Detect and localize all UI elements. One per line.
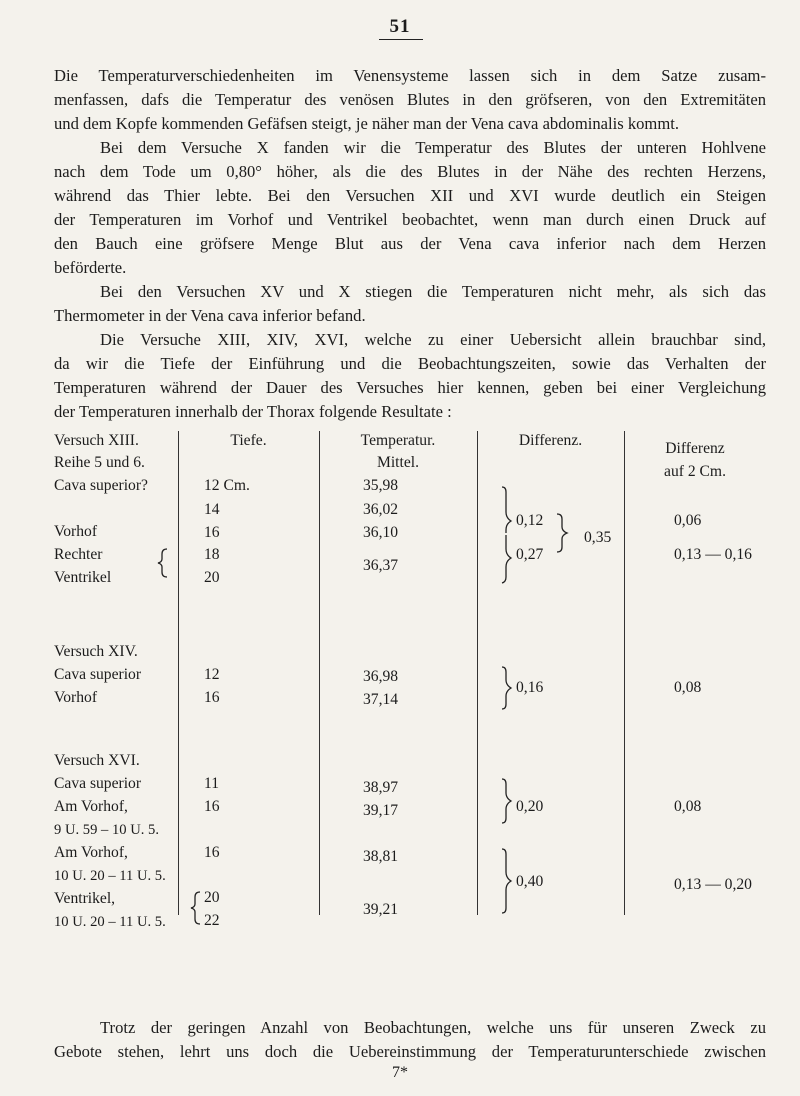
tiefe-value: 16	[204, 689, 220, 706]
signature-mark: 7*	[392, 1064, 408, 1081]
text-line: da wir die Tiefe der Einführung und die Beobachtungszeiten, sowie das Verhalten der	[54, 354, 766, 373]
results-table	[54, 431, 766, 930]
row-label: Ventrikel,	[54, 890, 116, 907]
header-differenz: Differenz.	[518, 432, 583, 449]
temp-value: 39,21	[363, 901, 399, 918]
header-mittel: Mittel.	[376, 454, 419, 471]
paragraph-2	[54, 136, 766, 280]
temp-value: 39,17	[363, 802, 399, 819]
text-line: der Temperaturen im Vorhof und Ventrikel beobachtet, wenn man durch einen Druck auf	[54, 210, 766, 229]
paragraph-3	[54, 280, 766, 328]
diff2-value: 0,08	[674, 798, 702, 815]
text-line: Bei dem Versuche X fanden wir die Temperatur des Blutes der unteren Hohlvene	[100, 138, 766, 157]
text-line: nach dem Tode um 0,80° höher, als die des Blutes in der Nähe des rechten Herzens,	[54, 162, 766, 181]
header-versuch: Versuch XIII.	[54, 432, 139, 449]
closing-paragraph	[54, 1016, 766, 1064]
temp-value: 36,02	[363, 501, 399, 518]
text-line: Gebote stehen, lehrt uns doch die Uebereinstimmung der Temperaturunterschiede zwischen	[54, 1042, 766, 1061]
diff-value: 0,16	[516, 679, 544, 696]
text-line: während das Thier lebte. Bei den Versuchen XII und XVI wurde deutlich ein Steigen	[54, 186, 766, 205]
temp-value: 37,14	[363, 691, 399, 708]
text-line: den Bauch eine gröfsere Menge Blut aus der Vena cava inferior nach dem Herzen	[54, 234, 766, 253]
paragraph-4	[54, 328, 766, 424]
text-line: Bei den Versuchen XV und X stiegen die Temperaturen nicht mehr, als sich das	[100, 282, 766, 301]
temp-value: 38,97	[363, 779, 399, 796]
temp-value: 36,98	[363, 668, 399, 685]
tiefe-value: 11	[204, 775, 220, 792]
text-line: Die Versuche XIII, XIV, XVI, welche zu einer Uebersicht allein brauchbar sind,	[100, 330, 766, 349]
page-number: 51	[389, 16, 411, 37]
diff2-value: 0,06	[674, 512, 702, 529]
closing-text	[54, 1016, 766, 1064]
v16-braces	[54, 431, 766, 951]
diff-value: 0,40	[516, 873, 544, 890]
header-tiefe: Tiefe.	[230, 432, 267, 449]
diff2-value: 0,13 — 0,16	[674, 546, 752, 563]
page-number-rule	[379, 39, 423, 40]
tiefe-value: 16	[204, 524, 220, 541]
diff2-value: 0,08	[674, 679, 702, 696]
text-line: menfassen, dafs die Temperatur des venösen Blutes in den gröfseren, von den Extremitäten	[54, 90, 766, 109]
temp-value: 35,98	[363, 477, 399, 494]
row-label: Versuch XIV.	[54, 643, 138, 660]
row-label: Vorhof	[54, 523, 98, 540]
brace-diff-v16-1	[502, 779, 511, 823]
diff-value: 0,27	[516, 546, 544, 563]
text-line: und dem Kopfe kommenden Gefäfsen steigt, je näher man der Vena cava abdominalis kommt.	[54, 114, 679, 133]
temp-value: 36,10	[363, 524, 399, 541]
tiefe-value: 18	[204, 546, 220, 563]
tiefe-value: 12	[204, 666, 220, 683]
header-temperatur: Temperatur.	[360, 432, 436, 449]
text-line: Trotz der geringen Anzahl von Beobachtungen, welche uns für unseren Zweck zu	[100, 1018, 766, 1037]
tiefe-value: 16	[204, 798, 220, 815]
brace-diff-v16-2	[502, 849, 511, 913]
header-reihe: Reihe 5 und 6.	[54, 454, 145, 471]
temp-value: 36,37	[363, 557, 399, 574]
diff-value: 0,20	[516, 798, 544, 815]
row-label: 9 U. 59 – 10 U. 5.	[54, 822, 159, 838]
diff2-value: 0,13 — 0,20	[674, 876, 752, 893]
temp-value: 38,81	[363, 848, 399, 865]
header-auf-2cm: auf 2 Cm.	[664, 463, 726, 480]
row-label: Vorhof	[54, 689, 98, 706]
brace-tiefe-ventrikel	[191, 892, 200, 924]
row-label: Ventrikel	[54, 569, 112, 586]
row-label: Rechter	[54, 546, 103, 563]
diff-value: 0,12	[516, 512, 544, 529]
tiefe-value: 16	[204, 844, 220, 861]
paragraph-1	[54, 64, 766, 136]
row-label: 10 U. 20 – 11 U. 5.	[54, 868, 166, 884]
tiefe-value: 20	[204, 569, 220, 586]
header-differenz-2cm: Differenz	[665, 440, 725, 457]
diff-sum-value: 0,35	[584, 529, 612, 546]
tiefe-value: 22	[204, 912, 220, 929]
text-line: Temperaturen während der Dauer des Versuches hier kennen, geben bei einer Vergleichung	[54, 378, 766, 397]
text-line: beförderte.	[54, 258, 127, 277]
header-cava: Cava superior?	[54, 477, 148, 494]
row-label: Cava superior	[54, 775, 142, 792]
text-line: Die Temperaturverschiedenheiten im Venensysteme lassen sich in dem Satze zusam-	[54, 66, 766, 85]
row-label: Am Vorhof,	[54, 798, 128, 815]
row-label: Am Vorhof,	[54, 844, 128, 861]
row-label: 10 U. 20 – 11 U. 5.	[54, 914, 166, 930]
text-line: der Temperaturen innerhalb der Thorax folgende Resultate :	[54, 402, 452, 421]
tiefe-value: 20	[204, 889, 220, 906]
text-line: Thermometer in der Vena cava inferior befand.	[54, 306, 366, 325]
intro-text	[54, 64, 766, 424]
row-label: Versuch XVI.	[54, 752, 140, 769]
tiefe-value: 14	[204, 501, 220, 518]
tiefe-value: 12 Cm.	[204, 477, 250, 494]
row-label: Cava superior	[54, 666, 142, 683]
